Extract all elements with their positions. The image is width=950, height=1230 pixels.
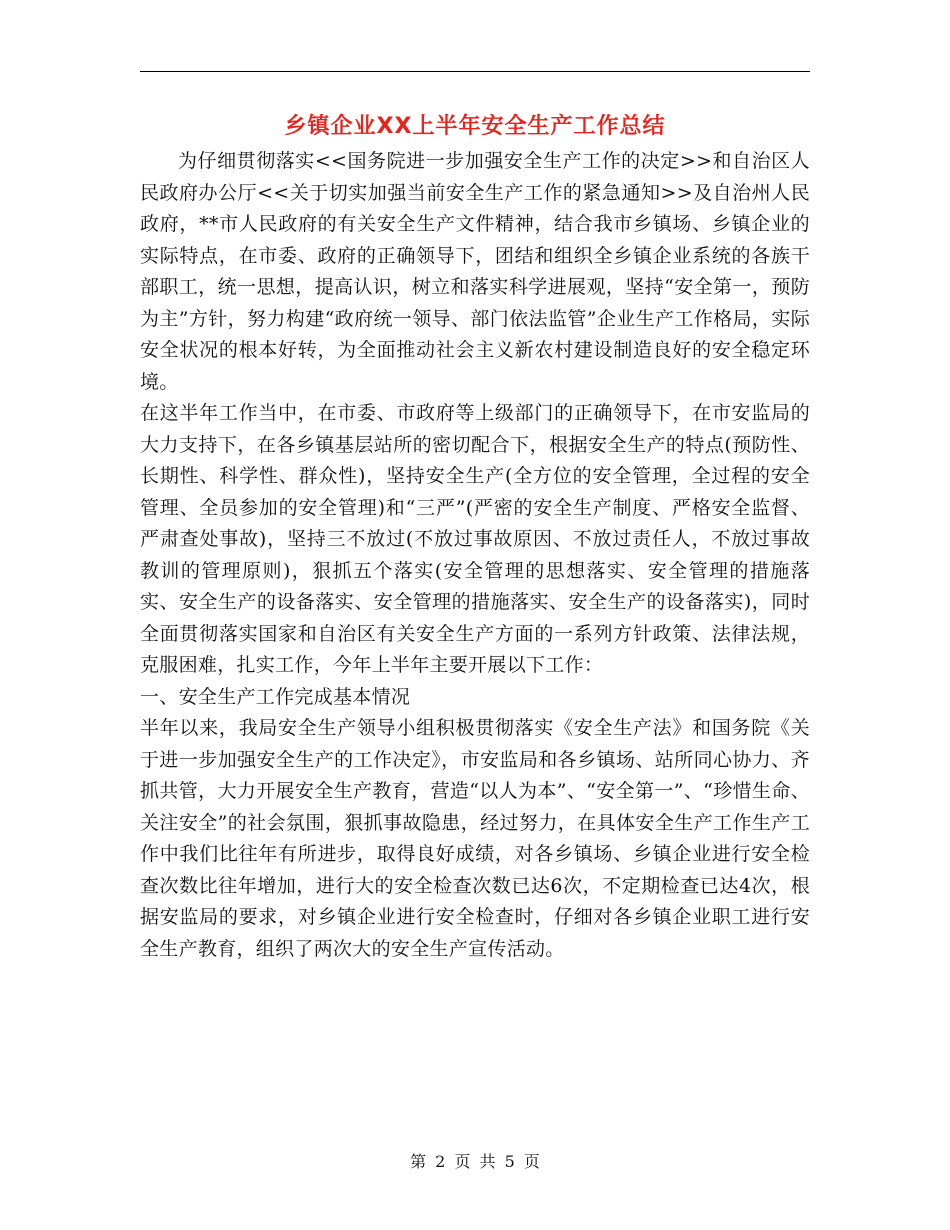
paragraph-work-summary: 在这半年工作当中，在市委、市政府等上级部门的正确领导下，在市安监局的大力支持下，在各乡镇基层站所的密切配合下，根据安全生产的特点(预防性、长期性、科学性、群众性)，坚持安全生产(全方位的安全管理，全过程的安全管理、全员参加的安全管理)和“三严”(严密的安全生产制度、严格安全监督、严肃查处事故)，坚持三不放过(不放过事故原因、不放过责任人，不放过事故教训的管理原则)，狠抓五个落实(安全管理的思想落实、安全管理的措施落实、安全生产的设备落实、安全管理的措施落实、安全生产的设备落实)，同时全面贯彻落实国家和自治区有关安全生产方面的一系列方针政策、法律法规，克服困难，扎实工作，今年上半年主要开展以下工作： [140, 402, 810, 676]
paragraph-intro: 为仔细贯彻落实<<国务院进一步加强安全生产工作的决定>>和自治区人民政府办公厅<<关于切实加强当前安全生产工作的紧急通知>>及自治州人民政府，**市人民政府的有关安全生产文件精神，结合我市乡镇场、乡镇企业的实际特点，在市委、政府的正确领导下，团结和组织全乡镇企业系统的各族干部职工，统一思想，提高认识，树立和落实科学进展观，坚持“安全第一，预防为主”方针，努力构建“政府统一领导、部门依法监管”企业生产工作格局，实际安全状况的根本好转，为全面推动社会主义新农村建设制造良好的安全稳定环境。 [140, 150, 810, 393]
paragraph-progress: 半年以来，我局安全生产领导小组积极贯彻落实《安全生产法》和国务院《关于进一步加强安全生产的工作决定》，市安监局和各乡镇场、站所同心协力、齐抓共管，大力开展安全生产教育，营造“以人为本”、“安全第一”、“珍惜生命、关注安全”的社会氛围，狠抓事故隐患，经过努力，在具体安全生产工作生产工作中我们比往年有所进步，取得良好成绩，对各乡镇场、乡镇企业进行安全检查次数比往年增加，进行大的安全检查次数已达6次，不定期检查已达4次，根据安监局的要求，对乡镇企业进行安全检查时，仔细对各乡镇企业职工进行安全生产教育，组织了两次大的安全生产宣传活动。 [140, 717, 810, 960]
page-number: 第 2 页 共 5 页 [410, 1152, 540, 1171]
document-title: 乡镇企业XX上半年安全生产工作总结 [284, 114, 666, 139]
section-heading: 一、安全生产工作完成基本情况 [140, 685, 411, 708]
header-rule [140, 71, 810, 72]
document-body [140, 146, 810, 965]
